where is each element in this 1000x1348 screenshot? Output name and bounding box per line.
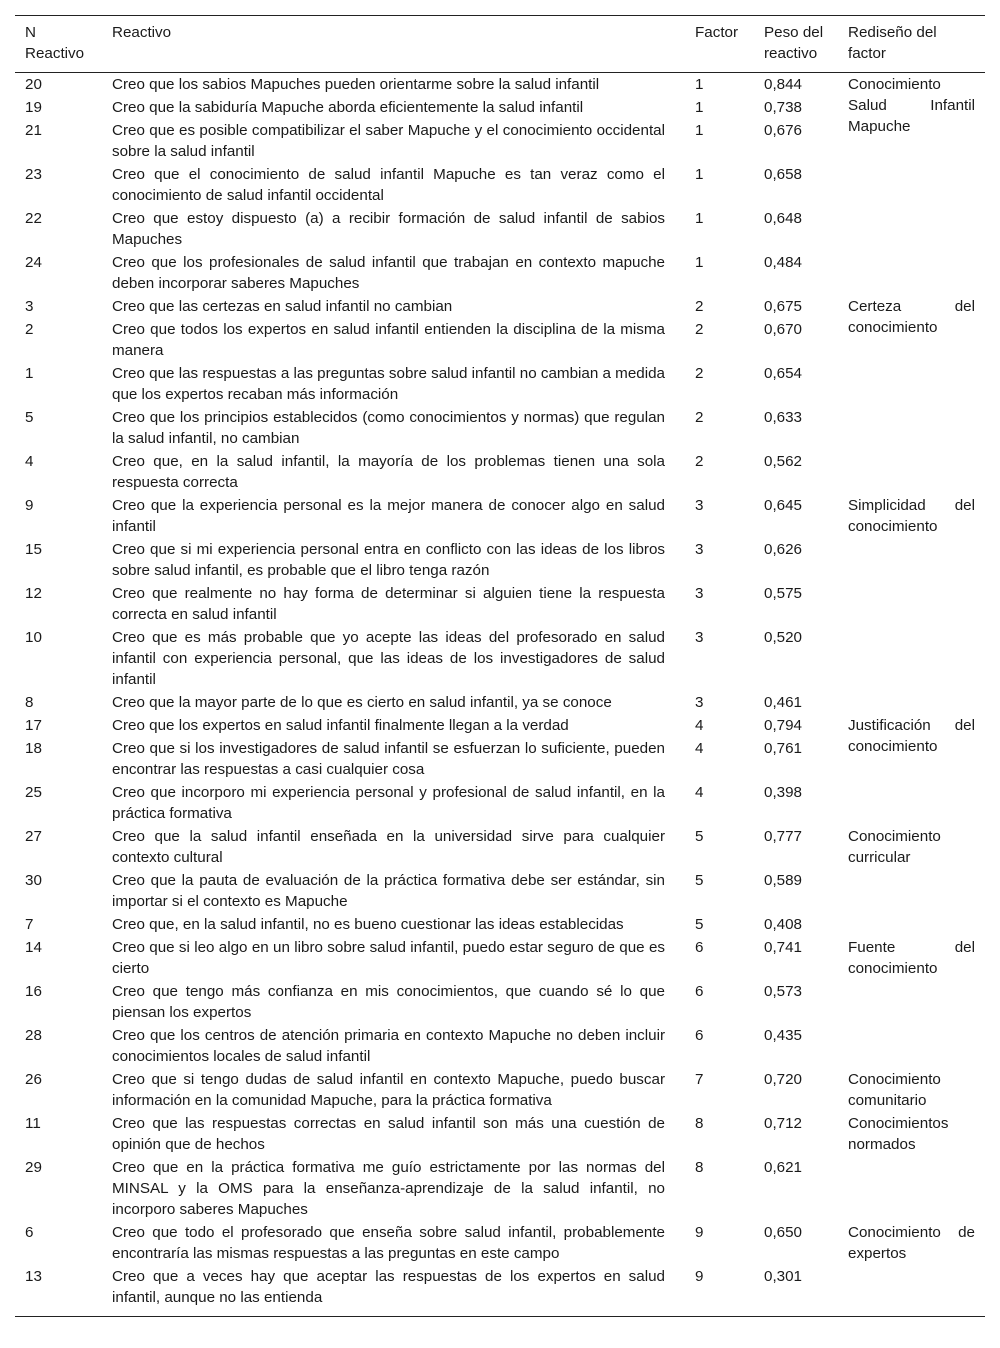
table-row (15, 407, 985, 451)
factor-value: 1 (695, 166, 704, 183)
reactivo-number: 18 (25, 740, 42, 757)
factor-redesign-label: Conocimiento Salud Infantil Mapuche (848, 76, 975, 135)
factor-value: 1 (695, 210, 704, 227)
reactivo-number: 20 (25, 76, 42, 93)
table-row (15, 738, 985, 782)
reactivo-number: 8 (25, 694, 34, 711)
reactivo-number: 14 (25, 939, 42, 956)
reactivo-text: Creo que es posible compatibilizar el saber Mapuche y el conocimiento occidental sobre la salud infantil (112, 122, 665, 160)
table-row (15, 870, 985, 914)
factor-value: 9 (695, 1224, 704, 1241)
table-row (15, 363, 985, 407)
factor-redesign-label: Conocimiento comunitario (848, 1071, 941, 1109)
reactivo-text: Creo que si los investigadores de salud infantil se esfuerzan lo suficiente, pueden encontrar las respuestas a casi cualquier cosa (112, 740, 665, 778)
reactivo-number: 29 (25, 1159, 42, 1176)
peso-value: 0,398 (764, 784, 803, 801)
reactivo-text: Creo que los centros de atención primaria en contexto Mapuche no deben incluir conocimientos locales de salud infantil (112, 1027, 665, 1065)
factor-value: 2 (695, 453, 704, 470)
peso-value: 0,589 (764, 872, 803, 889)
reactivo-number: 11 (25, 1115, 41, 1132)
table-row (15, 252, 985, 296)
reactivos-table (15, 15, 985, 1317)
factor-value: 2 (695, 321, 704, 338)
table-row (15, 73, 985, 98)
peso-value: 0,408 (764, 916, 803, 933)
reactivo-text: Creo que, en la salud infantil, no es bueno cuestionar las ideas establecidas (112, 916, 624, 933)
table-header (15, 16, 985, 73)
table-row (15, 319, 985, 363)
reactivo-number: 21 (25, 122, 42, 139)
factor-value: 2 (695, 409, 704, 426)
factor-value: 7 (695, 1071, 704, 1088)
header-n-reactivo: N Reactivo (25, 24, 85, 62)
factor-redesign-label: Conocimiento de expertos (848, 1224, 975, 1262)
peso-value: 0,626 (764, 541, 803, 558)
reactivo-text: Creo que todos los expertos en salud infantil entienden la disciplina de la misma manera (112, 321, 665, 359)
peso-value: 0,676 (764, 122, 803, 139)
reactivo-number: 25 (25, 784, 42, 801)
factor-redesign-label: Fuente del conocimiento (848, 939, 975, 977)
reactivo-number: 1 (25, 365, 34, 382)
reactivo-text: Creo que los expertos en salud infantil finalmente llegan a la verdad (112, 717, 569, 734)
reactivo-text: Creo que incorporo mi experiencia personal y profesional de salud infantil, en la práctica formativa (112, 784, 665, 822)
table-row (15, 583, 985, 627)
reactivo-text: Creo que los profesionales de salud infantil que trabajan en contexto mapuche deben incorporar saberes Mapuches (112, 254, 665, 292)
factor-value: 2 (695, 298, 704, 315)
peso-value: 0,777 (764, 828, 803, 845)
reactivo-number: 13 (25, 1268, 42, 1285)
table-row (15, 826, 985, 870)
reactivo-text: Creo que la salud infantil enseñada en la universidad sirve para cualquier contexto cultural (112, 828, 665, 866)
reactivo-number: 15 (25, 541, 42, 558)
reactivo-number: 4 (25, 453, 34, 470)
peso-value: 0,654 (764, 365, 803, 382)
factor-value: 6 (695, 1027, 704, 1044)
peso-value: 0,761 (764, 740, 803, 757)
table-row (15, 1025, 985, 1069)
factor-value: 5 (695, 872, 704, 889)
reactivo-text: Creo que los sabios Mapuches pueden orientarme sobre la salud infantil (112, 76, 600, 93)
reactivo-number: 19 (25, 99, 42, 116)
peso-value: 0,461 (764, 694, 803, 711)
reactivo-number: 30 (25, 872, 42, 889)
factor-redesign-label: Conocimientos normados (848, 1115, 949, 1153)
factor-value: 8 (695, 1115, 704, 1132)
reactivo-number: 28 (25, 1027, 42, 1044)
reactivo-number: 22 (25, 210, 42, 227)
reactivo-text: Creo que si leo algo en un libro sobre salud infantil, puedo estar seguro de que es cierto (112, 939, 665, 977)
peso-value: 0,794 (764, 717, 803, 734)
factor-redesign-label: Simplicidad del conocimiento (848, 497, 975, 535)
reactivo-text: Creo que las respuestas a las preguntas sobre salud infantil no cambian a medida que los expertos recaban más información (112, 365, 665, 403)
reactivo-text: Creo que, en la salud infantil, la mayoría de los problemas tienen una sola respuesta correcta (112, 453, 665, 491)
table-row (15, 627, 985, 692)
reactivo-number: 10 (25, 629, 42, 646)
header-peso: Peso del reactivo (764, 24, 824, 62)
factor-value: 3 (695, 497, 704, 514)
peso-value: 0,301 (764, 1268, 803, 1285)
peso-value: 0,520 (764, 629, 803, 646)
table-row (15, 296, 985, 319)
reactivo-text: Creo que a veces hay que aceptar las respuestas de los expertos en salud infantil, aunque no las entienda (112, 1268, 665, 1306)
reactivo-text: Creo que la mayor parte de lo que es cierto en salud infantil, ya se conoce (112, 694, 612, 711)
peso-value: 0,484 (764, 254, 803, 271)
reactivo-text: Creo que todo el profesorado que enseña sobre salud infantil, probablemente encontraría las mismas respuestas a las preguntas en este campo (112, 1224, 665, 1262)
factor-value: 3 (695, 541, 704, 558)
table-row (15, 1222, 985, 1266)
factor-value: 3 (695, 629, 704, 646)
peso-value: 0,658 (764, 166, 803, 183)
table-row (15, 120, 985, 164)
reactivo-text: Creo que es más probable que yo acepte las ideas del profesorado en salud infantil con experiencia personal, que las ideas de los investigadores de salud infantil (112, 629, 665, 688)
peso-value: 0,720 (764, 1071, 803, 1088)
table-row (15, 495, 985, 539)
reactivo-number: 3 (25, 298, 34, 315)
table-body (15, 73, 985, 1317)
peso-value: 0,712 (764, 1115, 803, 1132)
peso-value: 0,562 (764, 453, 803, 470)
reactivo-number: 27 (25, 828, 42, 845)
table-row (15, 981, 985, 1025)
reactivo-text: Creo que la sabiduría Mapuche aborda eficientemente la salud infantil (112, 99, 584, 116)
factor-redesign-label: Justificación del conocimiento (848, 717, 975, 755)
table-row (15, 97, 985, 120)
reactivo-number: 2 (25, 321, 34, 338)
peso-value: 0,738 (764, 99, 803, 116)
reactivo-number: 12 (25, 585, 42, 602)
reactivo-number: 7 (25, 916, 34, 933)
peso-value: 0,645 (764, 497, 803, 514)
table-row (15, 1069, 985, 1113)
factor-value: 5 (695, 916, 704, 933)
table-row (15, 1113, 985, 1157)
factor-value: 1 (695, 122, 704, 139)
table-row (15, 782, 985, 826)
reactivo-number: 16 (25, 983, 42, 1000)
header-factor: Factor (695, 24, 739, 41)
header-rediseno: Rediseño del factor (848, 24, 937, 62)
table-row (15, 539, 985, 583)
factor-redesign-label: Conocimiento curricular (848, 828, 941, 866)
peso-value: 0,575 (764, 585, 803, 602)
reactivo-text: Creo que la pauta de evaluación de la práctica formativa debe ser estándar, sin importar si el contexto es Mapuche (112, 872, 665, 910)
factor-redesign-label: Certeza del conocimiento (848, 298, 975, 336)
reactivo-number: 6 (25, 1224, 34, 1241)
peso-value: 0,650 (764, 1224, 803, 1241)
factor-value: 1 (695, 76, 704, 93)
peso-value: 0,675 (764, 298, 803, 315)
reactivo-text: Creo que realmente no hay forma de determinar si alguien tiene la respuesta correcta en salud infantil (112, 585, 665, 623)
factor-value: 4 (695, 717, 704, 734)
reactivo-text: Creo que el conocimiento de salud infantil Mapuche es tan veraz como el conocimiento de salud infantil occidental (112, 166, 665, 204)
reactivo-number: 26 (25, 1071, 42, 1088)
table-row (15, 715, 985, 738)
factor-value: 4 (695, 784, 704, 801)
reactivo-number: 24 (25, 254, 42, 271)
reactivo-number: 17 (25, 717, 42, 734)
table-row (15, 937, 985, 981)
peso-value: 0,435 (764, 1027, 803, 1044)
peso-value: 0,844 (764, 76, 803, 93)
factor-value: 6 (695, 983, 704, 1000)
factor-value: 4 (695, 740, 704, 757)
reactivo-number: 5 (25, 409, 34, 426)
reactivo-text: Creo que si mi experiencia personal entra en conflicto con las ideas de los libros sobre salud infantil, es probable que el libro tenga razón (112, 541, 665, 579)
table-row (15, 1157, 985, 1222)
factor-value: 1 (695, 254, 704, 271)
factor-value: 2 (695, 365, 704, 382)
factor-value: 8 (695, 1159, 704, 1176)
peso-value: 0,648 (764, 210, 803, 227)
table-row (15, 164, 985, 208)
reactivo-text: Creo que las respuestas correctas en salud infantil son más una cuestión de opinión que de hechos (112, 1115, 665, 1153)
peso-value: 0,633 (764, 409, 803, 426)
factor-value: 5 (695, 828, 704, 845)
peso-value: 0,573 (764, 983, 803, 1000)
table-row (15, 692, 985, 715)
header-reactivo: Reactivo (112, 24, 172, 41)
reactivo-text: Creo que la experiencia personal es la mejor manera de conocer algo en salud infantil (112, 497, 665, 535)
peso-value: 0,670 (764, 321, 803, 338)
reactivo-text: Creo que las certezas en salud infantil no cambian (112, 298, 453, 315)
factor-value: 3 (695, 585, 704, 602)
factor-value: 3 (695, 694, 704, 711)
reactivo-number: 9 (25, 497, 34, 514)
reactivo-text: Creo que tengo más confianza en mis conocimientos, que cuando sé lo que piensan los expertos (112, 983, 665, 1021)
reactivo-text: Creo que estoy dispuesto (a) a recibir formación de salud infantil de sabios Mapuches (112, 210, 665, 248)
table-row (15, 208, 985, 252)
header-row (15, 16, 985, 73)
factor-value: 9 (695, 1268, 704, 1285)
table-row (15, 1266, 985, 1317)
factor-value: 1 (695, 99, 704, 116)
reactivo-text: Creo que los principios establecidos (como conocimientos y normas) que regulan la salud infantil, no cambian (112, 409, 665, 447)
reactivo-text: Creo que en la práctica formativa me guío estrictamente por las normas del MINSAL y la OMS para la enseñanza-aprendizaje de la salud infantil, no incorporo saberes Mapuches (112, 1159, 665, 1218)
table-row (15, 914, 985, 937)
peso-value: 0,621 (764, 1159, 803, 1176)
factor-value: 6 (695, 939, 704, 956)
reactivo-number: 23 (25, 166, 42, 183)
reactivo-text: Creo que si tengo dudas de salud infantil en contexto Mapuche, puedo buscar información en la comunidad Mapuche, para la práctica formativa (112, 1071, 665, 1109)
table-row (15, 451, 985, 495)
peso-value: 0,741 (764, 939, 803, 956)
